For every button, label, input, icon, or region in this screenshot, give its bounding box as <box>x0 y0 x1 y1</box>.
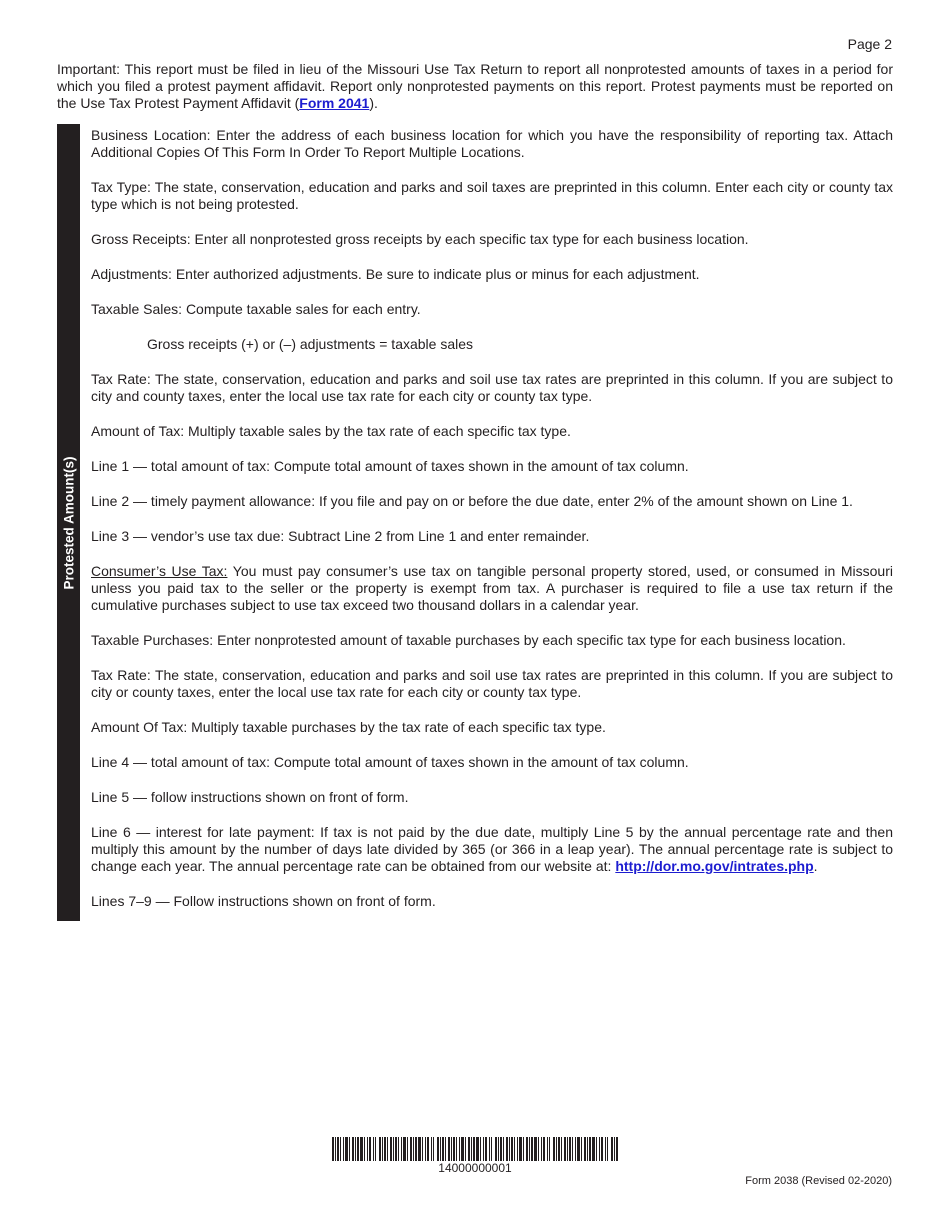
taxable-sales-formula: Gross receipts (+) or (–) adjustments = taxable sales <box>147 336 474 352</box>
barcode-bar <box>561 1137 562 1161</box>
barcode-bar <box>473 1137 475 1161</box>
form-number-footer: Form 2038 (Revised 02-2020) <box>745 1175 892 1187</box>
barcode-bar <box>357 1137 359 1161</box>
barcode-bar <box>349 1137 350 1161</box>
barcode-bar <box>495 1137 497 1161</box>
barcode-bar <box>572 1137 573 1161</box>
line-6-end: . <box>813 858 818 874</box>
line-5-instruction: Line 5 — follow instructions shown on front of form. <box>91 789 409 805</box>
adjustments-instruction: Adjustments: Enter authorized adjustments. Be sure to indicate plus or minus for each adjustment. <box>91 266 700 282</box>
form-2041-link[interactable]: Form 2041 <box>299 95 370 111</box>
barcode-bar <box>587 1137 588 1161</box>
line-6-text: Line 6 — interest for late payment: If tax is not paid by the due date, multiply Line 5 by the annual percentage rate and then multiply this amount by the number of days late divided by 365 (or 366 in a leap year). The annual percentage rate is subject to change each year. The annual percentage rate can be obtained from our website at: <box>91 824 893 874</box>
barcode-image <box>332 1137 618 1161</box>
barcode-bar <box>345 1137 348 1161</box>
barcode-bar <box>491 1137 492 1161</box>
barcode-bar <box>614 1137 615 1161</box>
barcode-bar <box>442 1137 444 1161</box>
barcode-bar <box>538 1137 539 1161</box>
barcode-bar <box>461 1137 464 1161</box>
barcode-bar <box>340 1137 341 1161</box>
barcode-bar <box>427 1137 429 1161</box>
barcode-bar <box>403 1137 406 1161</box>
barcode-bar <box>592 1137 595 1161</box>
protested-amounts-side-bar <box>57 124 80 921</box>
barcode-bar <box>451 1137 452 1161</box>
tax-rate-instruction-purchases: Tax Rate: The state, conservation, education and parks and soil use tax rates are preprinted in this column. If you are subject to city or county taxes, enter the local use tax rate for each city or county tax type. <box>91 667 893 700</box>
important-text-end: ). <box>369 95 378 111</box>
line-4-instruction: Line 4 — total amount of tax: Compute total amount of taxes shown in the amount of tax column. <box>91 754 689 770</box>
barcode-bar <box>480 1137 481 1161</box>
barcode-bar <box>453 1137 455 1161</box>
barcode-bar <box>553 1137 555 1161</box>
barcode-bar <box>468 1137 470 1161</box>
barcode-bar <box>352 1137 354 1161</box>
barcode-bar <box>489 1137 490 1161</box>
important-notice <box>57 61 893 112</box>
barcode-bar <box>584 1137 586 1161</box>
barcode-bar <box>379 1137 381 1161</box>
barcode-bar <box>543 1137 545 1161</box>
barcode-bar <box>332 1137 334 1161</box>
barcode-bar <box>387 1137 388 1161</box>
barcode-bar <box>433 1137 434 1161</box>
important-text: Important: This report must be filed in lieu of the Missouri Use Tax Return to report all nonprotested amounts of taxes in a period for which you filed a protest payment affidavit. Report only nonprotested payments on this report. Protest payments must be reported on the Use Tax Protest Payment Affidavit ( <box>57 61 893 111</box>
barcode-bar <box>503 1137 504 1161</box>
barcode-bar <box>465 1137 466 1161</box>
barcode-bar <box>355 1137 356 1161</box>
barcode-bar <box>476 1137 479 1161</box>
barcode-bar <box>415 1137 417 1161</box>
barcode-bar <box>413 1137 414 1161</box>
barcode-bar <box>418 1137 421 1161</box>
barcode-bar <box>529 1137 530 1161</box>
line-3-instruction: Line 3 — vendor’s use tax due: Subtract Line 2 from Line 1 and enter remainder. <box>91 528 590 544</box>
barcode-bar <box>596 1137 597 1161</box>
barcode-bar <box>343 1137 344 1161</box>
barcode-bar <box>367 1137 368 1161</box>
barcode-bar <box>549 1137 550 1161</box>
barcode-bar <box>431 1137 432 1161</box>
consumers-use-tax-text: You must pay consumer’s use tax on tangible personal property stored, used, or consumed in Missouri unless you paid tax to the seller or the property is exempt from tax. A purchaser is required to file a use tax return if the cumulative purchases subject to use tax exceed two thousand dollars in a calendar year. <box>91 563 893 613</box>
barcode-bar <box>384 1137 386 1161</box>
barcode-bar <box>422 1137 423 1161</box>
barcode-bar <box>569 1137 571 1161</box>
barcode-bar <box>440 1137 441 1161</box>
barcode-bar <box>506 1137 508 1161</box>
business-location-instruction: Business Location: Enter the address of each business location for which you have the responsibility of reporting tax. Attach Additional Copies Of This Form In Order To Report Multiple Locations. <box>91 127 893 160</box>
amount-of-tax-instruction-sales: Amount of Tax: Multiply taxable sales by the tax rate of each specific tax type. <box>91 423 571 439</box>
barcode-bar <box>517 1137 518 1161</box>
barcode-bar <box>531 1137 533 1161</box>
barcode-bar <box>382 1137 383 1161</box>
barcode-bar <box>558 1137 560 1161</box>
barcode-bar <box>425 1137 426 1161</box>
barcode-bar <box>547 1137 548 1161</box>
barcode-bar <box>448 1137 450 1161</box>
barcode-bar <box>564 1137 566 1161</box>
barcode-bar <box>390 1137 392 1161</box>
barcode-bar <box>519 1137 522 1161</box>
barcode-bar <box>541 1137 542 1161</box>
barcode-bar <box>337 1137 339 1161</box>
barcode-number: 14000000001 <box>438 1161 512 1175</box>
barcode-bar <box>514 1137 515 1161</box>
taxable-sales-instruction: Taxable Sales: Compute taxable sales for each entry. <box>91 301 421 317</box>
barcode-bar <box>485 1137 487 1161</box>
barcode-bar <box>498 1137 499 1161</box>
barcode-bar <box>567 1137 568 1161</box>
barcode-bar <box>373 1137 374 1161</box>
gross-receipts-instruction: Gross Receipts: Enter all nonprotested gross receipts by each specific tax type for each business location. <box>91 231 749 247</box>
barcode-bar <box>335 1137 336 1161</box>
barcode-bar <box>445 1137 446 1161</box>
barcode-bar <box>577 1137 580 1161</box>
barcode-bar <box>401 1137 402 1161</box>
barcode-bar <box>407 1137 408 1161</box>
consumers-use-tax-heading: Consumer’s Use Tax: <box>91 563 228 579</box>
barcode-bar <box>360 1137 363 1161</box>
barcode-bar <box>375 1137 376 1161</box>
line-2-instruction: Line 2 — timely payment allowance: If you file and pay on or before the due date, enter 2% of the amount shown on Line 1. <box>91 493 853 509</box>
barcode-bar <box>456 1137 457 1161</box>
line-6-instruction <box>91 824 893 875</box>
barcode-bar <box>523 1137 524 1161</box>
line-1-instruction: Line 1 — total amount of tax: Compute total amount of taxes shown in the amount of tax column. <box>91 458 689 474</box>
barcode-bar <box>410 1137 412 1161</box>
lines-7-9-instruction: Lines 7–9 — Follow instructions shown on front of form. <box>91 893 436 909</box>
barcode-bar <box>616 1137 618 1161</box>
barcode-bar <box>575 1137 576 1161</box>
barcode-bar <box>500 1137 502 1161</box>
barcode-bar <box>601 1137 603 1161</box>
barcode-bar <box>605 1137 606 1161</box>
barcode-bar <box>556 1137 557 1161</box>
consumers-use-tax-instruction <box>91 563 893 614</box>
barcode-bar <box>393 1137 394 1161</box>
barcode-bar <box>611 1137 613 1161</box>
amount-of-tax-instruction-purchases: Amount Of Tax: Multiply taxable purchases by the tax rate of each specific tax type. <box>91 719 606 735</box>
barcode-bar <box>511 1137 513 1161</box>
barcode-bar <box>471 1137 472 1161</box>
side-bar-label: Protested Amount(s) <box>61 455 76 590</box>
barcode-bar <box>437 1137 439 1161</box>
barcode-bar <box>459 1137 460 1161</box>
barcode-bar <box>398 1137 399 1161</box>
barcode-bar <box>607 1137 608 1161</box>
taxable-purchases-instruction: Taxable Purchases: Enter nonprotested amount of taxable purchases by each specific tax type for each business location. <box>91 632 846 648</box>
barcode-bar <box>395 1137 397 1161</box>
tax-type-instruction: Tax Type: The state, conservation, education and parks and soil taxes are preprinted in this column. Enter each city or county tax type which is not being protested. <box>91 179 893 212</box>
barcode-bar <box>369 1137 371 1161</box>
page-number: Page 2 <box>847 36 892 52</box>
barcode-bar <box>599 1137 600 1161</box>
tax-rate-instruction-sales: Tax Rate: The state, conservation, education and parks and soil use tax rates are preprinted in this column. If you are subject to city and county taxes, enter the local use tax rate for each city or county tax type. <box>91 371 893 404</box>
barcode-bar <box>364 1137 365 1161</box>
instructions-body <box>91 127 893 928</box>
barcode-bar <box>483 1137 484 1161</box>
barcode-bar <box>589 1137 591 1161</box>
barcode-bar <box>526 1137 528 1161</box>
barcode-bar <box>581 1137 582 1161</box>
barcode-bar <box>509 1137 510 1161</box>
interest-rates-link[interactable]: http://dor.mo.gov/intrates.php <box>615 858 814 874</box>
barcode-bar <box>534 1137 537 1161</box>
